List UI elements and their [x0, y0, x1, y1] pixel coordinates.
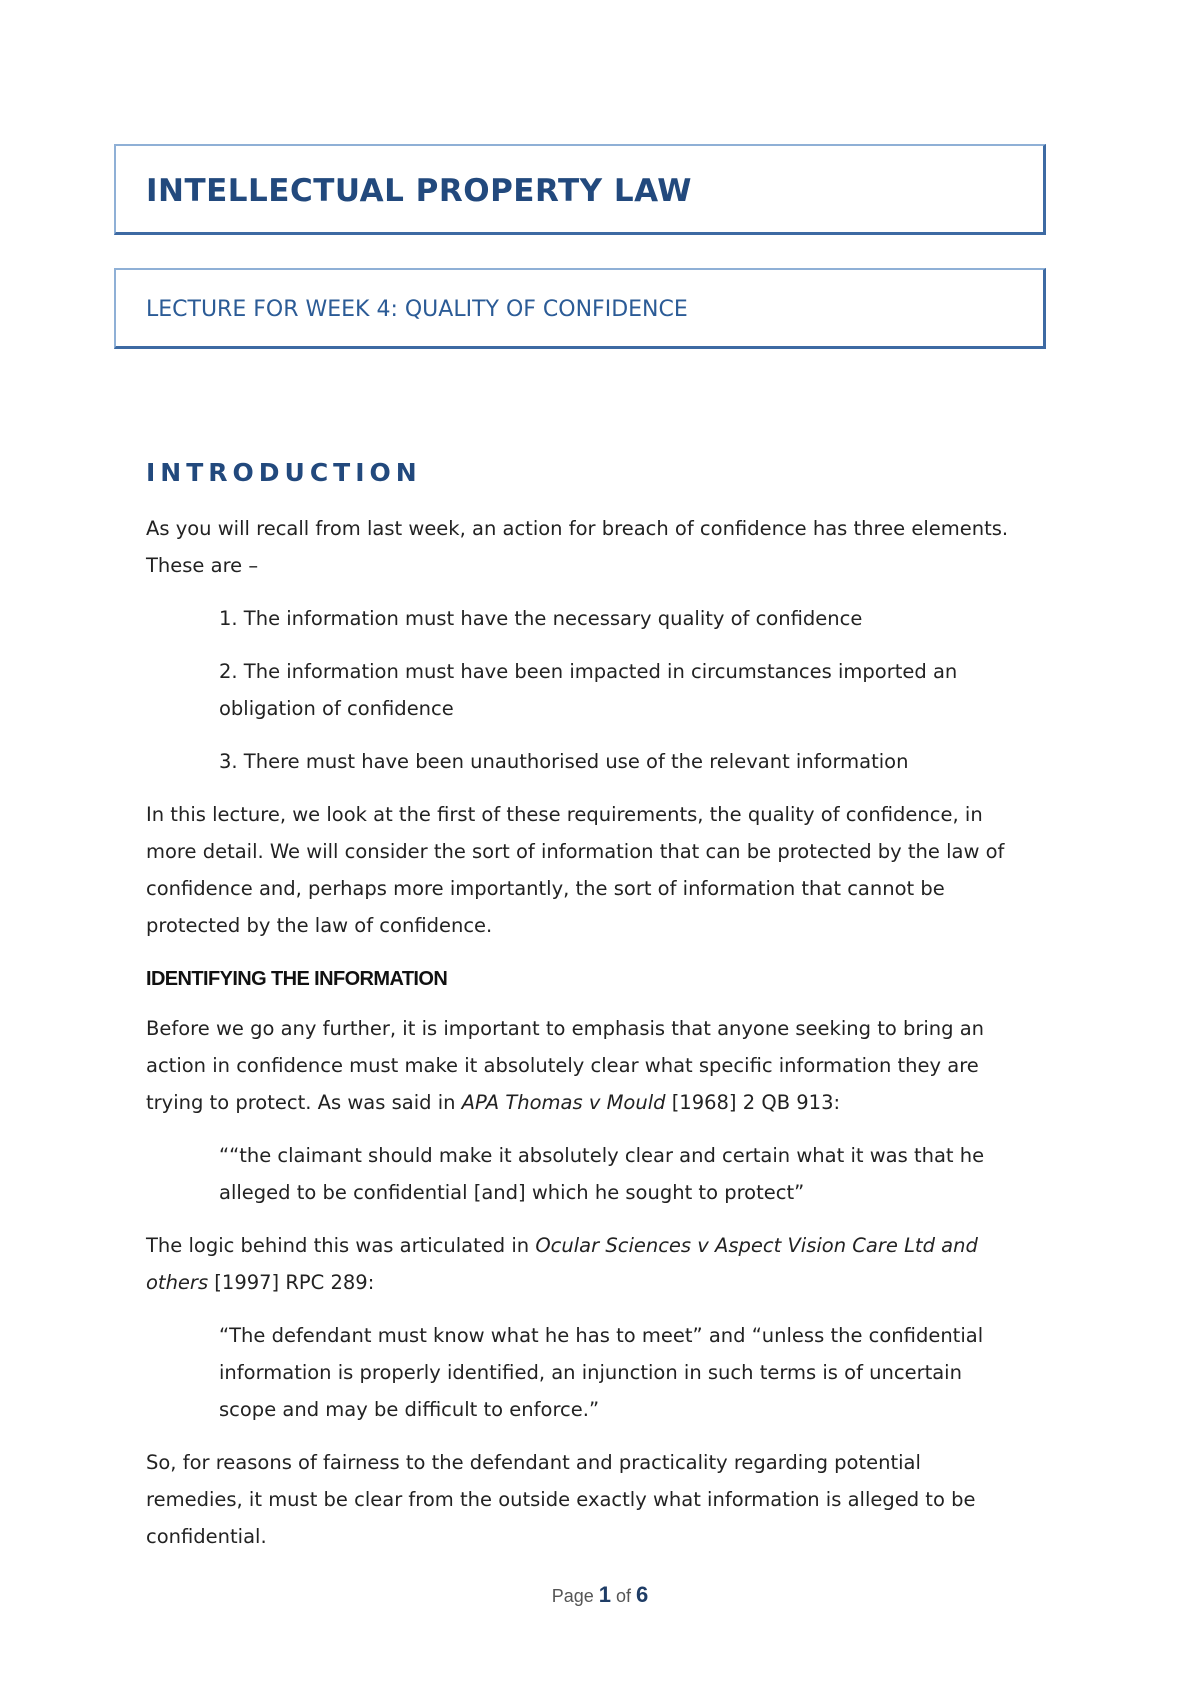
text-line: more detail. We will consider the sort of information that can be protected by the law of — [146, 840, 1005, 863]
page-current: 1 — [598, 1582, 611, 1607]
quote-line: information is properly identified, an injunction in such terms is of uncertain — [219, 1361, 962, 1384]
quote-line: alleged to be confidential [and] which he sought to protect” — [219, 1181, 805, 1204]
text-line: As you will recall from last week, an action for breach of confidence has three elements. — [146, 517, 1009, 540]
text-line: In this lecture, we look at the first of these requirements, the quality of confidence, in — [146, 803, 983, 826]
list-item — [219, 653, 1039, 727]
block-quote — [219, 1137, 1039, 1211]
subtitle-box — [114, 268, 1046, 349]
text-line — [146, 1264, 1066, 1301]
list-item — [219, 600, 1039, 637]
of-label: of — [616, 1586, 632, 1606]
page-number-footer — [0, 1582, 1200, 1608]
list-item-text: 2. The information must have been impacted in circumstances imported an — [219, 660, 958, 683]
quote-line: scope and may be difficult to enforce.” — [219, 1398, 600, 1421]
case-citation: Ocular Sciences v Aspect Vision Care Ltd and — [535, 1234, 978, 1257]
text-line: confidential. — [146, 1525, 267, 1548]
block-quote — [219, 1317, 1039, 1428]
document-title: INTELLECTUAL PROPERTY LAW — [146, 173, 692, 209]
text-line: action in confidence must make it absolutely clear what specific information they are — [146, 1054, 979, 1077]
text-span: [1968] 2 QB 913: — [665, 1091, 841, 1114]
case-citation: others — [146, 1271, 209, 1294]
quote-line: ““the claimant should make it absolutely clear and certain what it was that he — [219, 1144, 985, 1167]
document-subtitle: LECTURE FOR WEEK 4: QUALITY OF CONFIDENCE — [146, 297, 688, 322]
text-span: [1997] RPC 289: — [208, 1271, 375, 1294]
text-line: confidence and, perhaps more importantly, the sort of information that cannot be — [146, 877, 945, 900]
list-item-text: 3. There must have been unauthorised use of the relevant information — [219, 750, 909, 773]
text-line: remedies, it must be clear from the outside exactly what information is alleged to be — [146, 1488, 976, 1511]
list-item — [219, 743, 1039, 780]
text-line: These are – — [146, 554, 259, 577]
page-label: Page — [551, 1586, 594, 1606]
list-item-text: obligation of confidence — [219, 697, 454, 720]
body-paragraph — [146, 796, 1066, 944]
quote-line: “The defendant must know what he has to meet” and “unless the confidential — [219, 1324, 984, 1347]
section-heading-identifying: IDENTIFYING THE INFORMATION — [146, 968, 448, 990]
text-line — [146, 1227, 1066, 1264]
body-paragraph — [146, 1444, 1066, 1555]
text-span: The logic behind this was articulated in — [146, 1234, 536, 1257]
text-line: So, for reasons of fairness to the defendant and practicality regarding potential — [146, 1451, 921, 1474]
title-box — [114, 144, 1046, 235]
case-citation: APA Thomas v Mould — [461, 1091, 666, 1114]
page-total: 6 — [636, 1582, 649, 1607]
text-span: trying to protect. As was said in — [146, 1091, 462, 1114]
text-line — [146, 1084, 1066, 1121]
section-heading-introduction: INTRODUCTION — [146, 458, 422, 487]
list-item-text: 1. The information must have the necessary quality of confidence — [219, 607, 863, 630]
body-paragraph — [146, 1010, 1066, 1121]
body-paragraph — [146, 1227, 1066, 1301]
text-line: protected by the law of confidence. — [146, 914, 493, 937]
text-line: Before we go any further, it is important to emphasis that anyone seeking to bring an — [146, 1017, 985, 1040]
intro-paragraph — [146, 510, 1066, 584]
